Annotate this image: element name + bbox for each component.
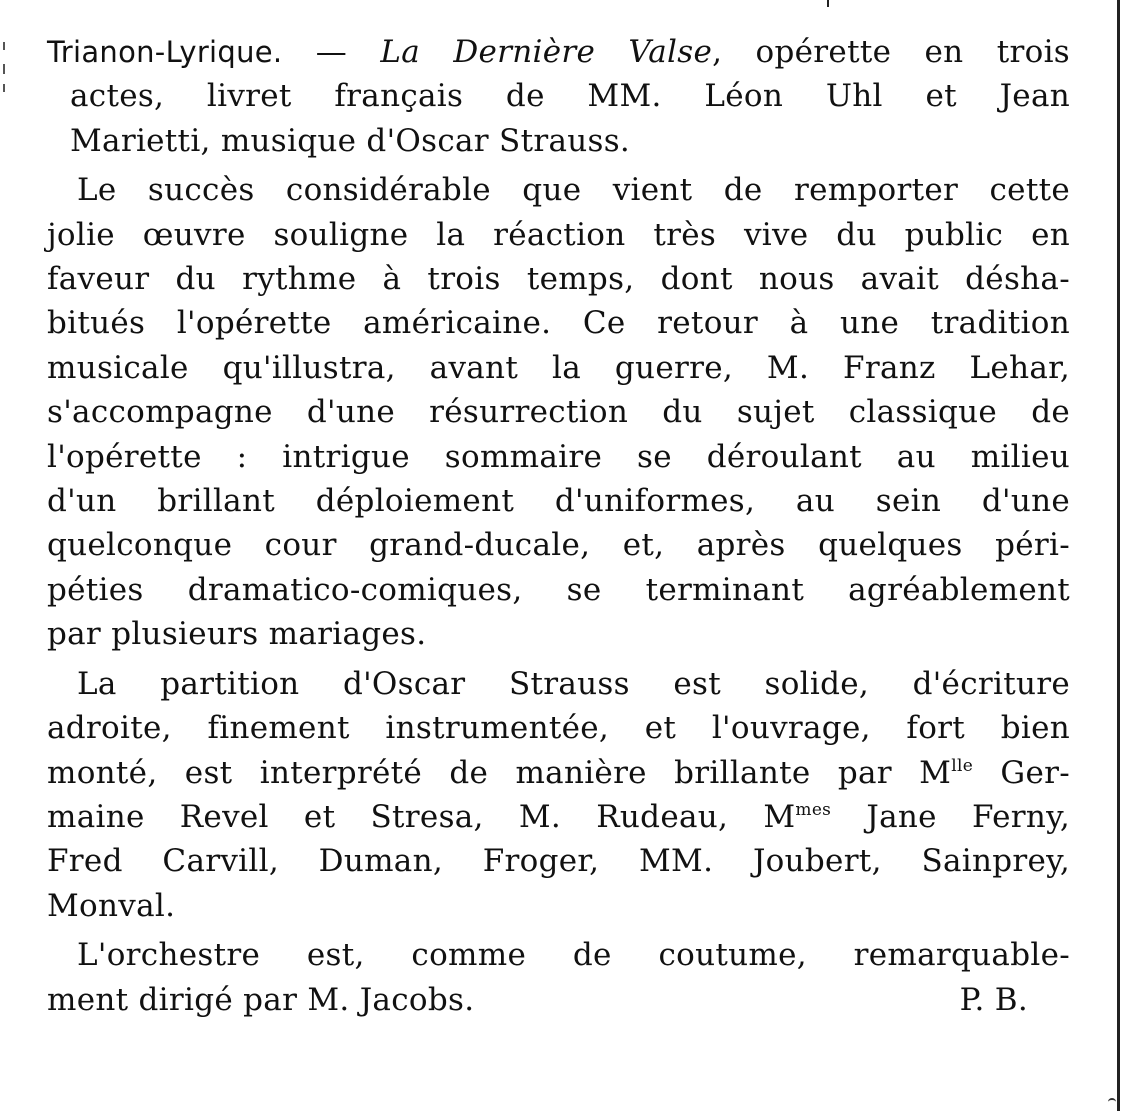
paragraph-line: Monval. <box>47 887 176 924</box>
review-article <box>47 30 1070 1022</box>
paragraph-line: musicale qu'illustra, avant la guerre, M. Franz Lehar, <box>47 349 1070 386</box>
paragraph-line: adroite, finement instrumentée, et l'ouvrage, fort bien <box>47 710 1070 747</box>
paragraph-line <box>47 751 1070 795</box>
paragraph-line: péties dramatico-comiques, se terminant agréablement <box>47 571 1070 608</box>
paragraph-line: d'un brillant déploiement d'uniformes, au sein d'une <box>47 483 1070 520</box>
paragraph-line: La partition d'Oscar Strauss est solide, d'écriture <box>77 665 1070 702</box>
paragraph-line: L'orchestre est, comme de coutume, remarquable- <box>77 937 1070 974</box>
heading-line-2: actes, livret français de MM. Léon Uhl et Jean <box>70 78 1070 115</box>
paragraph-line: Fred Carvill, Duman, Froger, MM. Joubert, Sainprey, <box>47 843 1070 880</box>
margin-mark <box>3 84 5 92</box>
top-edge-mark <box>827 0 829 7</box>
heading-dash: — <box>282 34 381 70</box>
paragraph-2 <box>47 662 1070 928</box>
cast-text: Jane Ferny, <box>831 798 1070 835</box>
honorific-superscript: mes <box>795 799 832 820</box>
cast-text: maine Revel et Stresa, M. Rudeau, M <box>47 798 796 835</box>
paragraph-line: quelconque cour grand-ducale, et, après quelques péri- <box>47 527 1070 564</box>
column-rule <box>1117 0 1120 1111</box>
heading-line-1-rest: , opérette en trois <box>712 34 1070 70</box>
author-signature: P. B. <box>959 981 1028 1018</box>
paragraph-line: bitués l'opérette américaine. Ce retour à une tradition <box>47 305 1070 342</box>
closing-text: ment dirigé par M. Jacobs. <box>47 981 475 1018</box>
paragraph-line: Le succès considérable que vient de remporter cette <box>77 172 1070 209</box>
paragraph-line: s'accompagne d'une résurrection du sujet classique de <box>47 394 1070 431</box>
paragraph-1 <box>47 168 1070 656</box>
cast-text: monté, est interprété de manière brillante par M <box>47 754 952 791</box>
work-title: La Dernière Valse <box>380 34 713 70</box>
paragraph-line: l'opérette : intrigue sommaire se déroulant au milieu <box>47 438 1070 475</box>
corner-mark <box>1108 1098 1116 1103</box>
paragraph-line <box>47 795 1070 839</box>
paragraph-line: jolie œuvre souligne la réaction très vive du public en <box>47 216 1070 253</box>
paragraph-line <box>47 978 1070 1022</box>
heading-line-3: Marietti, musique d'Oscar Strauss. <box>70 122 631 159</box>
margin-mark <box>3 42 5 50</box>
venue-name: Trianon-Lyrique. <box>47 35 283 69</box>
paragraph-line: par plusieurs mariages. <box>47 616 427 653</box>
honorific-superscript: lle <box>951 755 974 776</box>
paragraph-line: faveur du rythme à trois temps, dont nous avait désha- <box>47 261 1070 298</box>
review-heading <box>47 30 1070 163</box>
cast-text: Ger- <box>973 754 1070 791</box>
heading-line-1 <box>47 30 1070 74</box>
paragraph-3 <box>47 933 1070 1022</box>
margin-mark <box>3 64 5 74</box>
